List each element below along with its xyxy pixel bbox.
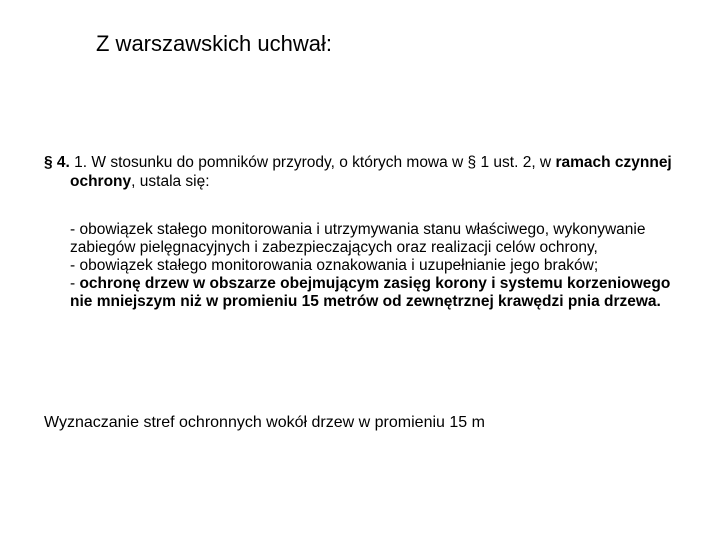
slide-title: Z warszawskich uchwał: <box>96 31 332 56</box>
footer-note: Wyznaczanie stref ochronnych wokół drzew w promieniu 15 m <box>44 414 485 431</box>
list-item-prefix: - <box>70 275 80 292</box>
list-item <box>70 275 690 311</box>
obligations-list <box>70 221 690 311</box>
regulation-paragraph <box>44 153 710 191</box>
paragraph-text-1: 1. W stosunku do pomników przyrody, o których mowa w § 1 ust. 2, w <box>69 154 556 171</box>
paragraph-text-2: , ustala się: <box>131 173 210 190</box>
list-item-bold-text: ochronę drzew w obszarze obejmującym zasięg korony i systemu korzeniowego nie mniejszym niż w promieniu 15 metrów od zewnętrznej krawędzi pnia drzewa. <box>70 275 671 310</box>
list-item: - obowiązek stałego monitorowania i utrzymywania stanu właściwego, wykonywanie zabiegów pielęgnacyjnych i zabezpieczających oraz realizacji celów ochrony, <box>70 221 646 256</box>
section-number: § 4. <box>44 154 70 171</box>
list-item: - obowiązek stałego monitorowania oznakowania i uzupełnianie jego braków; <box>70 257 599 274</box>
paragraph-bold-text: ramach czynnej ochrony <box>70 154 672 190</box>
